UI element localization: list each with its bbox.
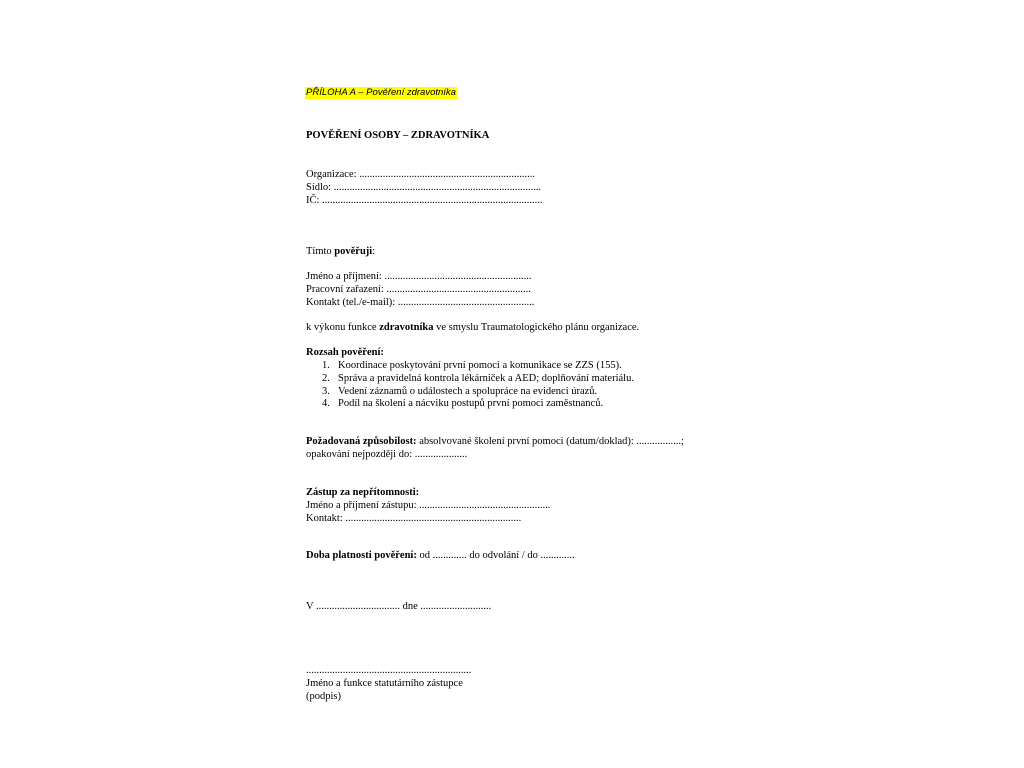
list-item <box>322 360 634 373</box>
qualification-text: absolvované školení první pomoci (datum/doklad): .................; <box>416 436 684 447</box>
document-title: POVĚŘENÍ OSOBY – ZDRAVOTNÍKA <box>306 130 490 141</box>
list-item <box>322 373 634 386</box>
list-item-text: Podíl na školení a nácviku postupů první pomoci zaměstnanců. <box>338 398 604 410</box>
person-name-field: Jméno a příjmení: ........................................................ <box>306 271 532 282</box>
list-item-number: 3. <box>322 385 330 397</box>
list-item-text: Koordinace poskytování první pomoci a komunikace se ZZS (155). <box>338 360 622 371</box>
function-prefix: k výkonu funkce <box>306 322 380 333</box>
function-statement <box>306 322 639 335</box>
validity-label: Doba platnosti pověření: <box>306 550 417 561</box>
list-item <box>322 398 634 411</box>
org-id-field: IČ: .................................................................................... <box>306 195 543 206</box>
substitute-heading <box>306 487 419 500</box>
list-item-text: Vedení záznamů o událostech a spolupráce na evidenci úrazů. <box>338 385 598 397</box>
list-item-number: 1. <box>322 360 330 371</box>
substitute-name-field: Jméno a příjmení zástupu: .................................................. <box>306 500 551 511</box>
org-seat-field: Sídlo: ............................................................................... <box>306 182 542 193</box>
scope-list <box>322 360 634 411</box>
function-role: zdravotníka <box>379 322 434 333</box>
qualification-label: Požadovaná způsobilost: <box>306 436 417 447</box>
list-item-number: 4. <box>322 398 330 410</box>
signatory-name: Jméno a funkce statutárního zástupce <box>306 678 463 689</box>
org-name-field: Organizace: ................................................................... <box>306 169 536 180</box>
function-suffix: ve smyslu Traumatologického plánu organizace. <box>433 322 640 333</box>
substitute-contact-field: Kontakt: ................................................................... <box>306 513 522 524</box>
list-item <box>322 386 634 399</box>
qualification-line <box>306 436 684 449</box>
authorization-statement <box>306 246 375 259</box>
authorization-verb: pověřuji <box>334 246 373 257</box>
scope-heading <box>306 347 384 360</box>
validity-text: od ............. do odvolání / do ............. <box>416 550 575 561</box>
authorization-suffix: : <box>372 246 376 257</box>
person-position-field: Pracovní zařazení: ....................................................... <box>306 284 531 295</box>
list-item-text: Správa a pravidelná kontrola lékárniček a AED; doplňování materiálu. <box>338 372 634 384</box>
qualification-renewal: opakování nejpozději do: .................... <box>306 449 468 460</box>
substitute-heading-text: Zástup za nepřítomnosti: <box>306 487 420 498</box>
signature-line: ............................................................... <box>306 665 472 676</box>
signature-note: (podpis) <box>306 691 341 702</box>
list-item-number: 2. <box>322 372 330 384</box>
scope-heading-text: Rozsah pověření: <box>306 347 384 358</box>
authorization-prefix: Tímto <box>306 246 335 257</box>
appendix-label: PŘÍLOHA A – Pověření zdravotníka <box>306 87 456 98</box>
validity-line <box>306 550 575 563</box>
person-contact-field: Kontakt (tel./e-mail): .................................................... <box>306 297 535 308</box>
place-date-line: V ................................ dne ........................... <box>306 601 492 612</box>
